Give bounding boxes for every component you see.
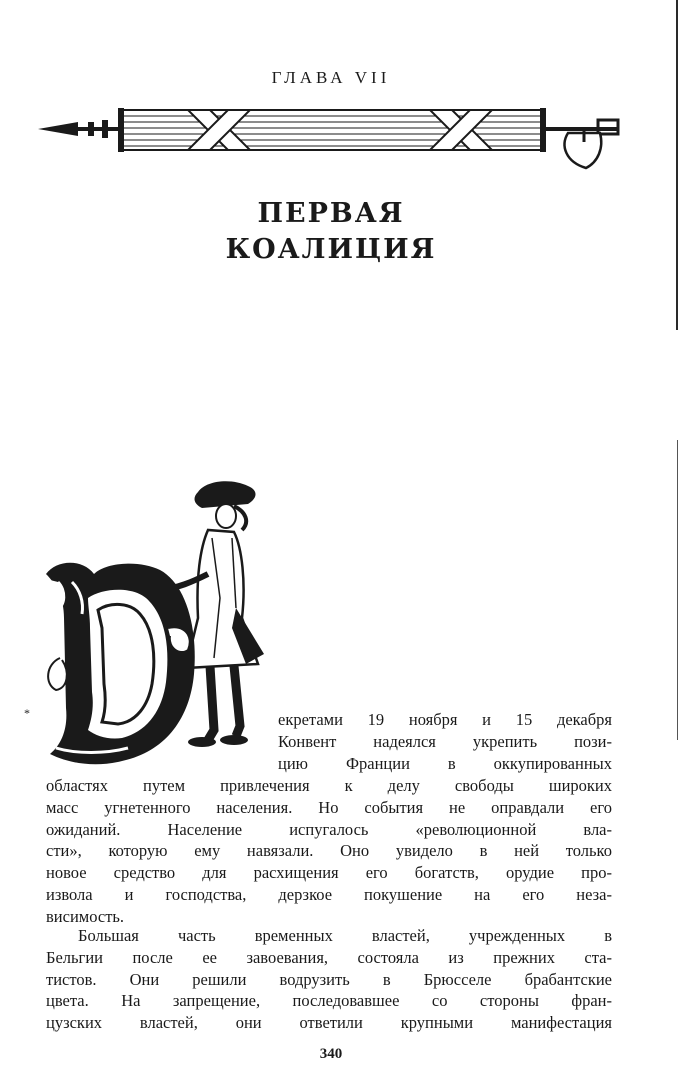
text-line: цвета. На запрещение, последовавшее со стороны фран- xyxy=(46,991,612,1011)
paragraph-1-opening xyxy=(278,709,612,774)
scan-edge-line-lower xyxy=(677,440,678,740)
text-line: тистов. Они решили водрузить в Брюсселе брабантские xyxy=(46,969,612,989)
paragraph-2 xyxy=(46,925,612,1034)
text-line: цию Франции в оккупированных xyxy=(278,753,612,773)
text-line: масс угнетенного населения. Но события не оправдали его xyxy=(46,797,612,817)
chapter-label: ГЛАВА VII xyxy=(271,68,391,87)
text-line: екретами 19 ноября и 15 декабря xyxy=(278,710,612,729)
text-line: новое средство для расхищения его богатств, орудие про- xyxy=(46,863,612,883)
scan-speck: * xyxy=(24,706,30,720)
spear-axe-ornament xyxy=(38,102,628,172)
scan-edge-line xyxy=(676,0,678,330)
paragraph-1-continuation xyxy=(46,775,612,928)
text-line: Бельгии после ее завоевания, состояла из прежних ста- xyxy=(46,947,612,967)
text-line: висимость. xyxy=(46,906,125,926)
text-line: Большая часть временных властей, учрежденных в xyxy=(78,926,612,945)
chapter-title xyxy=(0,196,662,268)
title-line-1: ПЕРВАЯ xyxy=(257,198,405,229)
drop-cap-d-with-figure-illustration xyxy=(36,478,276,778)
title-line-2: КОАЛИЦИЯ xyxy=(225,234,437,265)
text-line: сти», которую ему навязали. Оно увидело в ней только xyxy=(46,841,612,861)
text-line: цузских властей, они ответили крупными манифестация xyxy=(46,1013,612,1033)
ornate-letter-d-icon xyxy=(41,563,195,765)
text-line: ожиданий. Население испугалось «революционной вла- xyxy=(46,819,612,839)
page-number: 340 xyxy=(319,1046,343,1062)
text-line: Конвент надеялся укрепить пози- xyxy=(278,731,612,751)
text-line: областях путем привлечения к делу свободы широких xyxy=(46,776,612,795)
text-line: извола и господства, дерзкое покушение на его неза- xyxy=(46,884,612,904)
